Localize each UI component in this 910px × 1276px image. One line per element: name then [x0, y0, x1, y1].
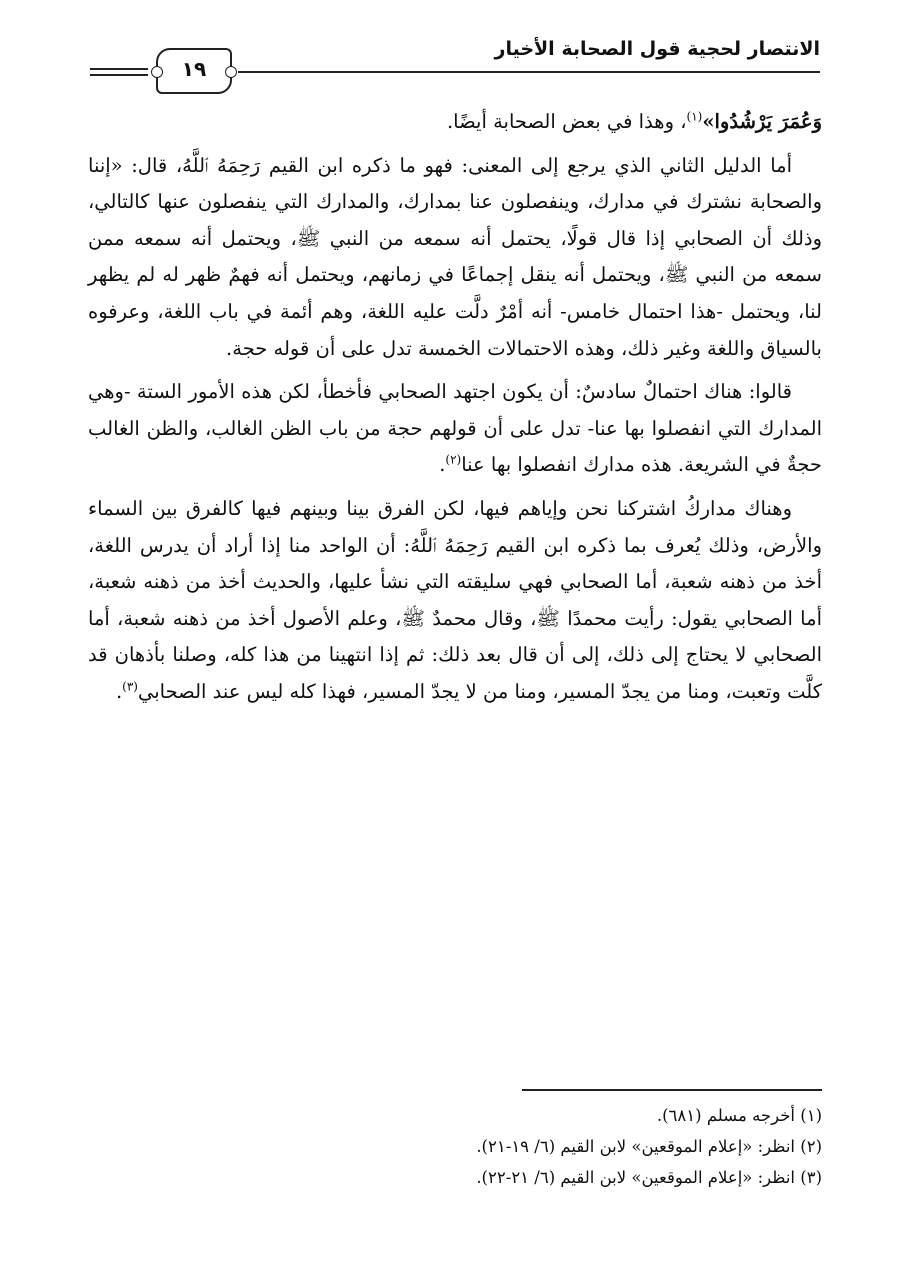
footnote-ref-3[interactable]: (٣) [122, 679, 138, 694]
footnote-1: (١) أخرجه مسلم (٦٨١). [656, 1106, 822, 1125]
page-number: ١٩ [181, 57, 207, 81]
footnotes [88, 1100, 822, 1193]
paragraph-4-end: . [115, 679, 123, 703]
page-header [90, 30, 820, 90]
footnote-2: (٢) انظر: «إعلام الموقعين» لابن القيم (٦/ ١٩-٢١). [476, 1137, 822, 1156]
paragraph-3-end: . [439, 453, 446, 477]
paragraph-3 [88, 374, 822, 484]
footnote-ref-1[interactable]: (١) [686, 109, 703, 124]
footnote-separator [522, 1089, 822, 1091]
paragraph-1 [88, 104, 822, 141]
page-number-ornament [156, 48, 232, 94]
header-rule-right [238, 71, 820, 73]
footnote-ref-2[interactable]: (٢) [445, 452, 462, 467]
hadith-quote-end: وَعُمَرَ يَرْشُدُوا» [702, 110, 822, 133]
paragraph-1-text: ، وهذا في بعض الصحابة أيضًا. [446, 110, 687, 133]
footnote-3: (٣) انظر: «إعلام الموقعين» لابن القيم (٦/ ٢١-٢٢). [476, 1168, 822, 1187]
main-text [88, 104, 822, 718]
running-title: الانتصار لحجية قول الصحابة الأخيار [494, 38, 820, 60]
paragraph-2: أما الدليل الثاني الذي يرجع إلى المعنى: فهو ما ذكره ابن القيم رَحِمَهُ ٱللَّهُ، قال: «إننا والصحابة نشترك في مدارك، وينفصلون عنا بمدارك، والمدارك التي ينفصلون عنها كالتالي، وذلك أن الصحابي إذا قال قولًا، يحتمل أنه سمعه من النبي ﷺ، ويحتمل أنه سمعه ممن سمعه من النبي ﷺ، ويحتمل أنه ينقل إجماعًا في زمانهم، ويحتمل أنه فهمٌ ظهر له لم يظهر لنا، ويحتمل -هذا احتمال خامس- أنه أمْرٌ دلَّت عليه اللغة، وهم أئمة في باب اللغة، وعرفوه بالسياق واللغة وغير ذلك، وهذه الاحتمالات الخمسة تدل على أن قوله حجة. [88, 153, 822, 360]
paragraph-3-text: قالوا: هناك احتمالٌ سادسٌ: أن يكون اجتهد الصحابي فأخطأ، لكن هذه الأمور الستة -وهي المدارك التي انفصلوا بها عنا- تدل على أن قولهم حجة من باب الظن الغالب، والظن الغالب حجةٌ في الشريعة. هذه مدارك انفصلوا بها عنا [88, 380, 822, 477]
header-rule-left-bottom [90, 74, 148, 76]
paragraph-4 [88, 491, 822, 711]
header-rule-left-top [90, 68, 148, 70]
paragraph-4-text: وهناك مداركُ اشتركنا نحن وإياهم فيها، لكن الفرق بينا وبينهم فيها كالفرق بين السماء والأرض، وذلك يُعرف بما ذكره ابن القيم رَحِمَهُ ٱللَّهُ: أن الواحد منا إذا أراد أن يدرس اللغة، أخذ من ذهنه شعبة، أما الصحابي فهي سليقته التي نشأ عليها، والحديث أخذ من ذهنه شعبة، أما الصحابي يقول: رأيت محمدًا ﷺ، وقال محمدٌ ﷺ، وعلم الأصول أخذ من ذهنه شعبة، أما الصحابي لا يحتاج إلى ذلك، إلى أن قال بعد ذلك: ثم إذا انتهينا من هذا كله، وصلنا بأذهان قد كلَّت وتعبت، ومنا من يجدّ المسير، ومنا من لا يجدّ المسير، فهذا كله ليس عند الصحابي [88, 496, 822, 703]
